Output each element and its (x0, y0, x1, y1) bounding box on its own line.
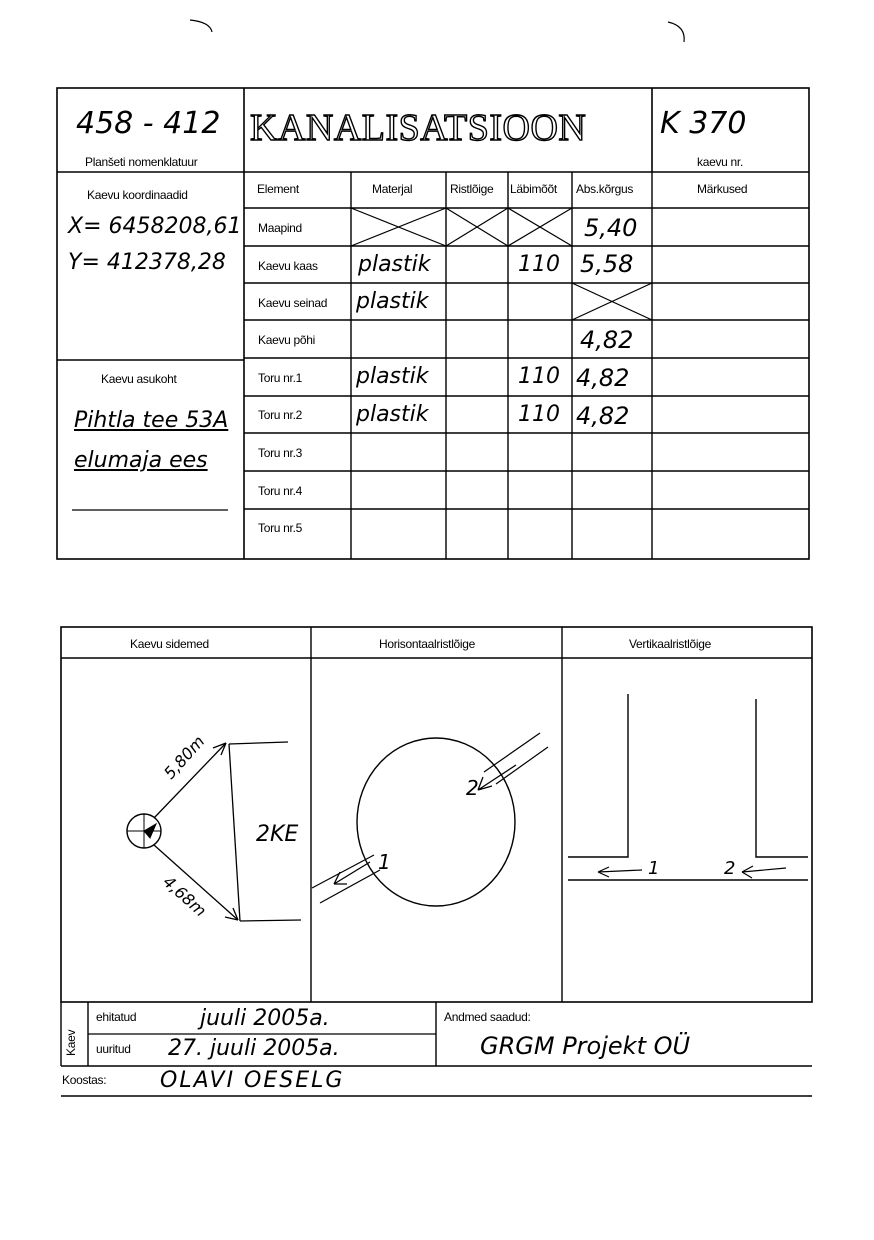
sheet-label: Planšeti nomenklatuur (85, 155, 198, 169)
well-number: K 370 (660, 106, 747, 141)
surveyed-value: 27. juuli 2005a. (168, 1036, 340, 1061)
location-line-2: elumaja ees (74, 448, 208, 473)
horizontal-section-label: Horisontaalristlõige (379, 637, 476, 651)
row-diameter-value: 110 (518, 364, 560, 389)
row-element-label: Toru nr.2 (258, 408, 302, 422)
coordinate-x: X= 6458208,61 (68, 214, 242, 239)
row-element-label: Kaevu kaas (258, 259, 318, 273)
row-diameter-value: 110 (518, 402, 560, 427)
row-elevation-value: 5,40 (584, 214, 638, 242)
col-header-element: Element (257, 182, 299, 196)
coordinate-y: Y= 412378,28 (68, 250, 226, 275)
row-elevation-value: 4,82 (576, 364, 630, 392)
well-number-label: kaevu nr. (697, 155, 743, 169)
row-elevation-value: 5,58 (580, 250, 634, 278)
row-diameter-value: 110 (518, 252, 560, 277)
pipe-2-label-vertical: 2 (724, 858, 736, 879)
built-label: ehitatud (96, 1010, 137, 1024)
building-label: 2KE (256, 822, 299, 847)
row-element-label: Toru nr.3 (258, 446, 302, 460)
distance-2-label: 4,68m (159, 872, 211, 921)
row-element-label: Kaevu seinad (258, 296, 328, 310)
surveyed-label: uuritud (96, 1042, 131, 1056)
vertical-section-label: Vertikaalristlõige (629, 637, 711, 651)
distance-1-label: 5,80m (160, 731, 209, 783)
col-header-notes: Märkused (697, 182, 748, 196)
sheet-number: 458 - 412 (76, 106, 221, 141)
pipe-1-label-vertical: 1 (648, 858, 660, 879)
author-label: Koostas: (62, 1073, 107, 1087)
data-source-label: Andmed saadud: (444, 1010, 531, 1024)
row-elevation-value: 4,82 (580, 326, 634, 354)
row-element-label: Toru nr.1 (258, 371, 302, 385)
row-material-value: plastik (356, 364, 429, 389)
row-material-value: plastik (358, 252, 431, 277)
data-source-value: GRGM Projekt OÜ (480, 1032, 691, 1060)
row-element-label: Toru nr.5 (258, 521, 302, 535)
location-label: Kaevu asukoht (101, 372, 177, 386)
col-header-diameter: Läbimõõt (510, 182, 557, 196)
built-value: juuli 2005a. (200, 1006, 330, 1031)
ties-label: Kaevu sidemed (130, 637, 209, 651)
row-element-label: Kaevu põhi (258, 333, 316, 347)
location-line-1: Pihtla tee 53A (74, 408, 229, 433)
row-material-value: plastik (356, 402, 429, 427)
row-element-label: Maapind (258, 221, 302, 235)
row-elevation-value: 4,82 (576, 402, 630, 430)
form-title: KANALISATSIOON (250, 107, 587, 149)
kaev-label: Kaev (64, 1029, 78, 1056)
pipe-2-label-horizontal: 2 (466, 776, 479, 800)
col-header-section: Ristlõige (450, 182, 494, 196)
row-material-value: plastik (356, 289, 429, 314)
row-element-label: Toru nr.4 (258, 484, 302, 498)
col-header-material: Materjal (372, 182, 413, 196)
col-header-elevation: Abs.kõrgus (576, 182, 634, 196)
author-value: OLAVI OESELG (160, 1068, 345, 1093)
pipe-1-label-horizontal: 1 (378, 850, 391, 874)
coordinates-label: Kaevu koordinaadid (87, 188, 188, 202)
